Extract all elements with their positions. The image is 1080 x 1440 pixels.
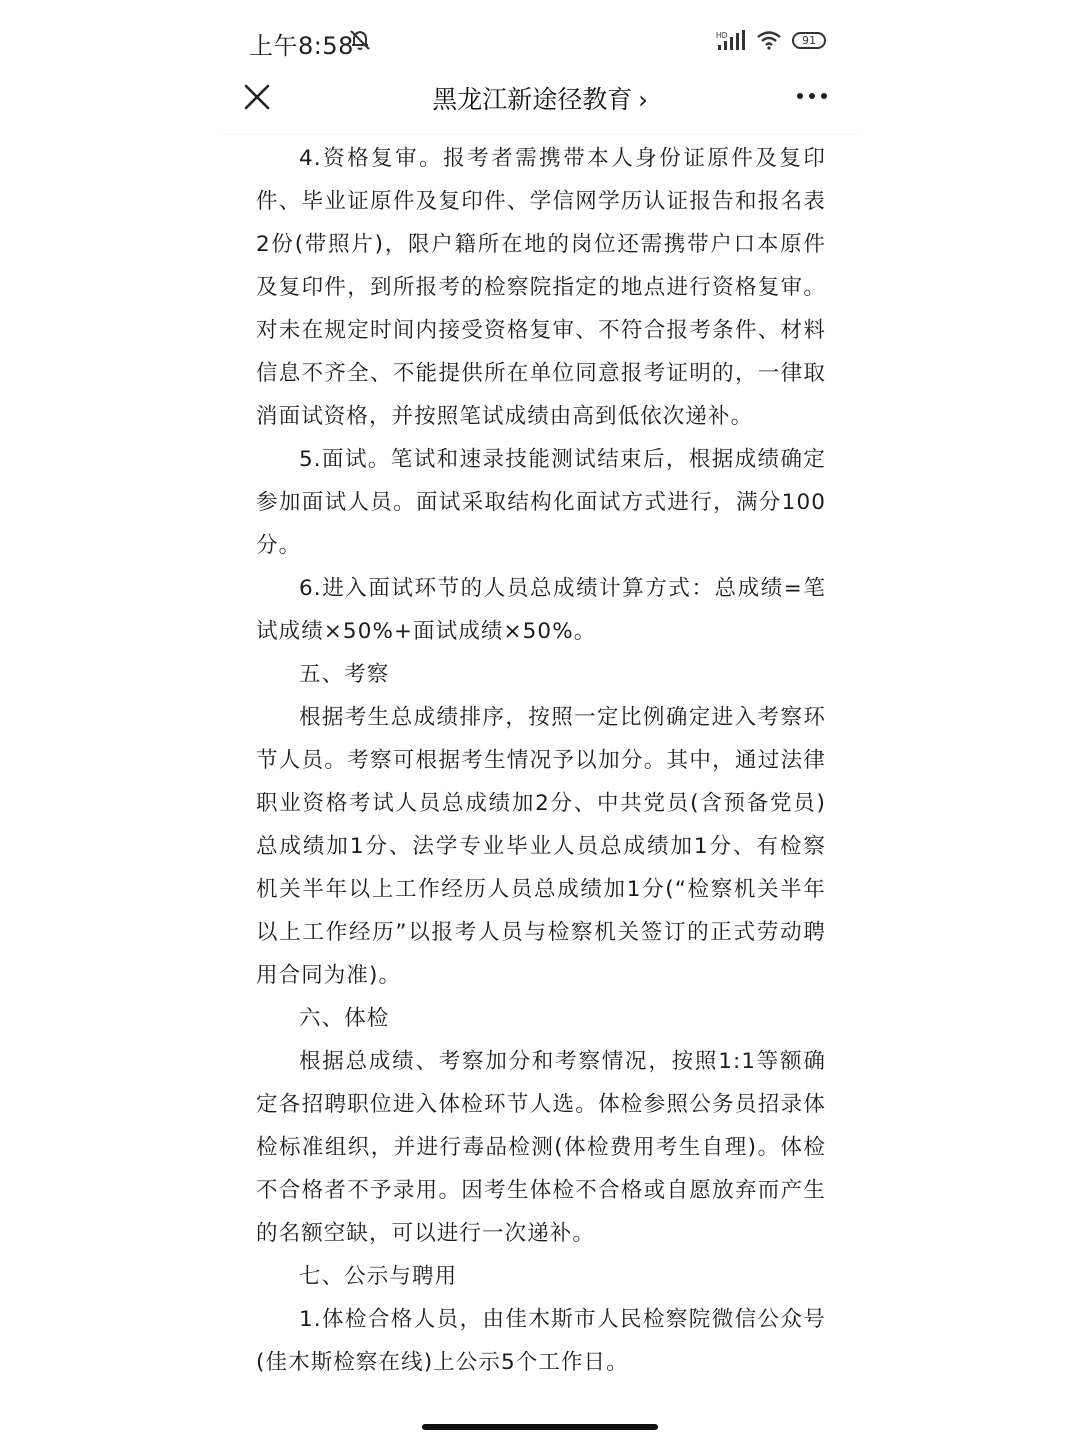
status-bar [222, 0, 858, 78]
signal-hd-label: HD [716, 31, 728, 40]
section-heading: 七、公示与聘用 [299, 1264, 458, 1289]
home-indicator[interactable] [422, 1424, 658, 1430]
status-time: 上午8:58 [249, 32, 354, 60]
page-title: 黑龙江新途径教育 [432, 85, 633, 114]
article-paragraph: 根据考生总成绩排序，按照一定比例确定进入考察环节人员。考察可根据考生情况予以加分。其中，通过法律职业资格考试人员总成绩加2分、中共党员(含预备党员)总成绩加1分、法学专业毕业人员总成绩加1分、有检察机关半年以上工作经历人员总成绩加1分(“检察机关半年以上工作经历”以报考人员与检察机关签订的正式劳动聘用合同为准)。 [256, 705, 826, 988]
wifi-icon [756, 30, 782, 50]
article-paragraph: 根据总成绩、考察加分和考察情况，按照1:1等额确定各招聘职位进入体检环节人选。体检参照公务员招录体检标准组织，并进行毒品检测(体检费用考生自理)。体检不合格者不予录用。因考生体检不合格或自愿放弃而产生的名额空缺，可以进行一次递补。 [256, 1049, 826, 1246]
article-paragraph: 1.体检合格人员，由佳木斯市人民检察院微信公众号(佳木斯检察在线)上公示5个工作日。 [256, 1307, 826, 1375]
account-title-link[interactable] [222, 80, 858, 116]
more-dots-icon[interactable] [796, 86, 828, 106]
section-heading: 六、体检 [299, 1006, 390, 1031]
phone-screen [222, 0, 858, 1440]
signal-icon [716, 29, 746, 51]
article-paragraph: 6.进入面试环节的人员总成绩计算方式：总成绩=笔试成绩×50%+面试成绩×50%。 [256, 576, 826, 644]
nav-bar [222, 78, 858, 135]
battery-indicator: 91 [792, 32, 826, 49]
status-indicators [716, 28, 826, 52]
article-paragraph: 5.面试。笔试和速录技能测试结束后，根据成绩确定参加面试人员。面试采取结构化面试方式进行，满分100分。 [256, 447, 826, 558]
article-paragraph: 4.资格复审。报考者需携带本人身份证原件及复印件、毕业证原件及复印件、学信网学历认证报告和报名表2份(带照片)，限户籍所在地的岗位还需携带户口本原件及复印件，到所报考的检察院指定的地点进行资格复审。对未在规定时间内接受资格复审、不符合报考条件、材料信息不齐全、不能提供所在单位同意报考证明的，一律取消面试资格，并按照笔试成绩由高到低依次递补。 [256, 146, 826, 429]
chevron-right-icon: › [638, 86, 648, 114]
bell-off-icon [346, 26, 374, 54]
section-heading: 五、考察 [299, 662, 390, 687]
article-body [256, 137, 826, 1384]
